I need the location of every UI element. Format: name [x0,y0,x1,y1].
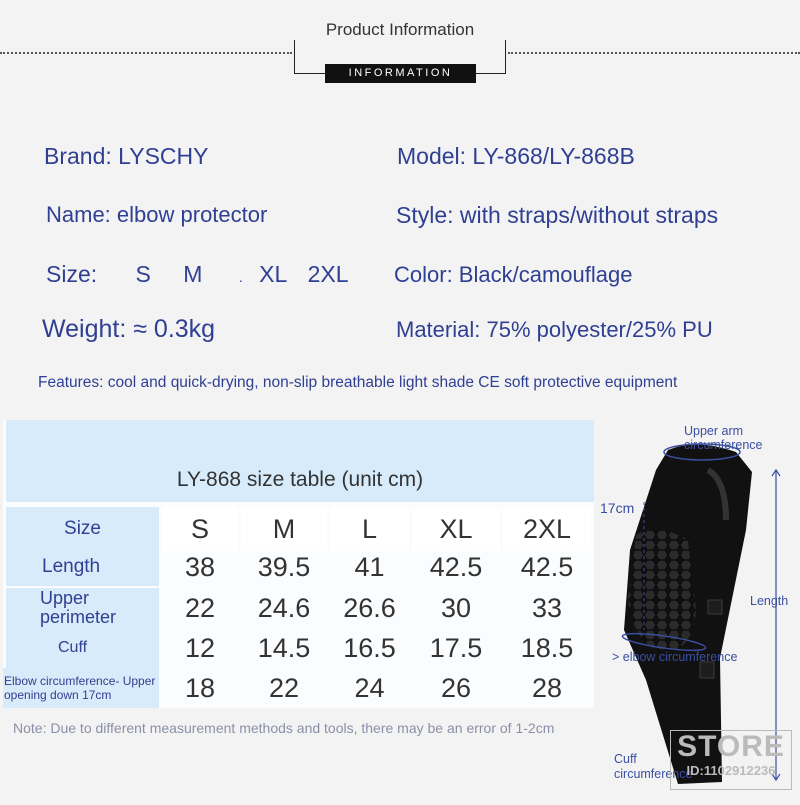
header-divider-left [0,52,292,54]
size-table-row-length-label: Length [6,548,159,586]
size-table-cell: 24 [354,672,385,703]
size-table [3,420,594,708]
size-table-col-s: S [162,507,238,551]
size-table-cell: 33 [531,592,563,623]
size-table-cell: 42.5 [520,551,574,582]
spec-weight: Weight: ≈ 0.3kg [42,315,216,343]
size-table-cell: 22 [268,672,300,703]
label-length: Length [750,594,789,608]
size-table-cell: 26 [440,672,472,703]
size-table-cell: 38 [184,551,216,582]
size-table-title: LY-868 size table (unit cm) [176,468,424,491]
size-table-col-xl: XL [412,507,500,551]
size-table-cell: 41 [354,551,385,582]
watermark-id: ID:1102912236 [686,763,776,778]
spec-style: Style: with straps/without straps [396,202,719,228]
spec-name: Name: elbow protector [46,202,268,227]
size-table-cell: 24.6 [257,592,311,623]
size-table-col-m: M [241,507,327,551]
store-watermark [670,730,792,790]
spec-size-m: M [183,261,203,287]
spec-size-xl: XL [259,261,288,287]
size-table-title-bar [6,420,594,502]
label-17cm: 17cm [600,500,635,516]
spec-brand: Brand: LYSCHY [44,143,209,169]
header-title: Product Information [292,20,508,40]
header-divider-right [508,52,800,54]
size-table-cell: 14.5 [257,632,311,663]
size-table-row-cuff-label: Cuff [6,628,159,668]
size-table-cell: 42.5 [429,551,483,582]
label-upper-arm: Upper arm circumference [684,424,763,452]
size-table-row-elbow-label: Elbow circumference- Upper opening down 17cm [3,668,159,708]
size-table-cell: 30 [440,592,472,623]
spec-features: Features: cool and quick-drying, non-slip breathable light shade CE soft protective equipment [38,374,678,391]
size-table-col-l: L [330,507,409,551]
label-elbow: > elbow circumference [612,650,738,664]
size-table-cell: 18.5 [520,632,574,663]
spec-size-2xl: 2XL [307,261,349,287]
size-table-cell: 39.5 [257,551,311,582]
spec-material: Material: 75% polyester/25% PU [396,317,713,342]
size-table-cell: 17.5 [429,632,483,663]
size-table-cell: 22 [184,592,216,623]
spec-color: Color: Black/camouflage [394,262,633,287]
size-table-cell: 16.5 [343,632,396,663]
spec-size-label: Size: [46,261,98,287]
header-subtitle-badge: INFORMATION [325,64,476,83]
size-table-row-upper-label: Upper perimeter [6,588,159,628]
size-table-cell: 12 [184,632,216,663]
measurement-note: Note: Due to different measurement methods and tools, there may be an error of 1-2cm [13,720,555,736]
size-table-cell: 28 [531,672,563,703]
spec-model: Model: LY-868/LY-868B [397,143,635,169]
size-table-cell: 26.6 [343,592,396,623]
size-table-col-size: Size [6,507,159,551]
size-table-col-2xl: 2XL [503,507,591,551]
size-table-cell: 18 [184,672,216,703]
label-cuff: Cuff circumference [614,752,693,781]
watermark-store: STORE [677,730,785,763]
spec-size-dot: . [238,269,243,285]
spec-size-s: S [135,261,151,287]
spec-size [46,261,375,288]
